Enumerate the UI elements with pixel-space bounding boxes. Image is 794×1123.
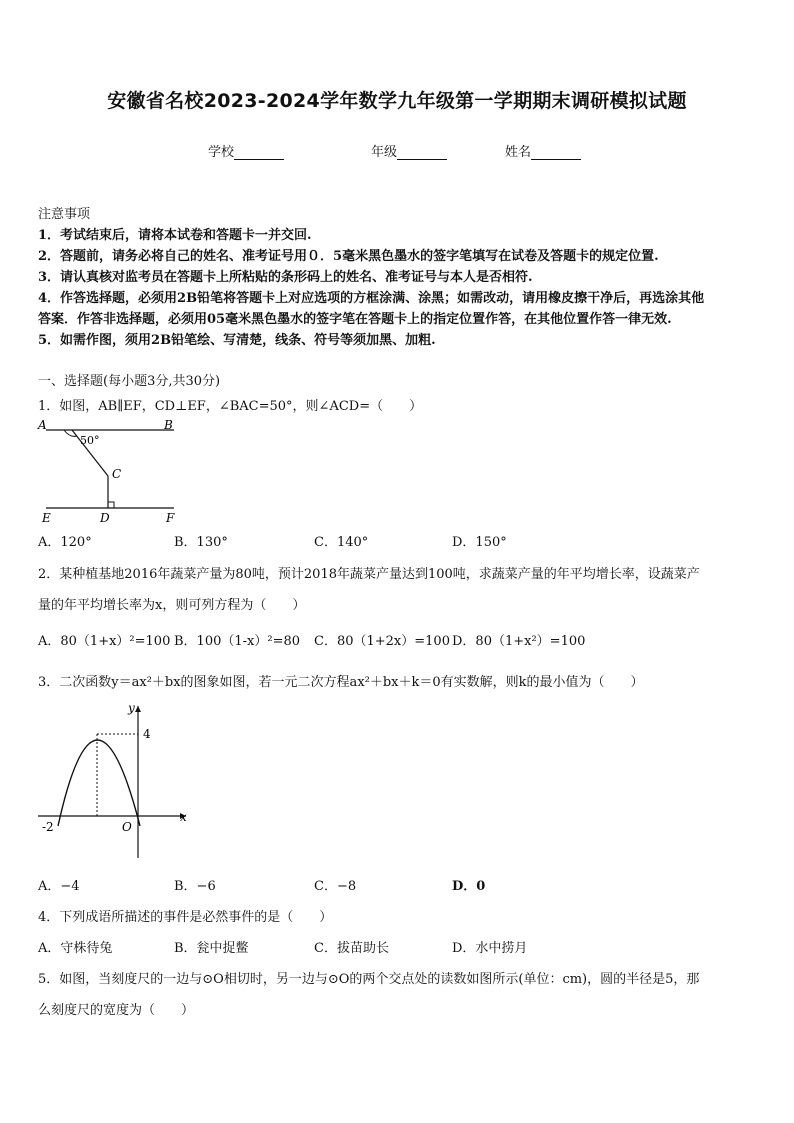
notice-heading: 注意事项	[38, 207, 91, 222]
q2-option-d[interactable]: D．80（1+x²）=100	[452, 634, 586, 649]
name-blank[interactable]	[531, 145, 581, 160]
notice-item-4: 4．作答选择题，必须用2B铅笔将答题卡上对应选项的方框涂满、涂黑；如需改动，请用橡皮擦干净后，再选涂其他	[38, 291, 705, 306]
q2-option-a[interactable]: A．80（1+x）²=100	[38, 634, 171, 649]
point-f-label: F	[166, 511, 175, 525]
point-a-label: A	[38, 418, 47, 432]
grade-blank[interactable]	[397, 145, 447, 160]
notice-item-5: 5．如需作图，须用2B铅笔绘、写清楚，线条、符号等须加黑、加粗.	[38, 333, 436, 348]
point-d-label: D	[100, 511, 110, 525]
school-blank[interactable]	[234, 145, 284, 160]
q2-stem-line1: 2．某种植基地2016年蔬菜产量为80吨，预计2018年蔬菜产量达到100吨，求蔬菜产量的年平均增长率，设蔬菜产	[38, 567, 700, 582]
q2-stem-line2: 量的年平均增长率为x，则可列方程为（ ）	[38, 598, 306, 613]
q4-stem: 4．下列成语所描述的事件是必然事件的是（ ）	[38, 910, 333, 925]
notice-item-3: 3．请认真核对监考员在答题卡上所粘贴的条形码上的姓名、准考证号与本人是否相符.	[38, 270, 533, 285]
q3-option-a[interactable]: A．−4	[38, 879, 80, 894]
x-axis-label: x	[180, 810, 187, 824]
q3-option-d[interactable]: D．0	[452, 879, 486, 894]
point-c-label: C	[112, 467, 122, 481]
q4-option-b[interactable]: B．瓮中捉鳖	[174, 941, 249, 956]
name-field[interactable]	[505, 141, 581, 160]
q1-figure	[36, 414, 186, 526]
q3-option-c[interactable]: C．−8	[314, 879, 357, 894]
q1-option-a[interactable]: A．120°	[38, 535, 92, 550]
q1-stem: 1．如图，AB∥EF，CD⊥EF，∠BAC=50°，则∠ACD=（ ）	[38, 399, 423, 414]
y-axis-arrow	[135, 706, 141, 712]
name-label: 姓名	[505, 145, 532, 160]
angle-label: 50°	[80, 434, 100, 447]
y-max-label: 4	[143, 727, 151, 741]
q2-option-b[interactable]: B．100（1-x）²=80	[174, 634, 301, 649]
school-label: 学校	[208, 145, 235, 160]
school-field[interactable]	[208, 141, 284, 160]
q4-option-c[interactable]: C．拔苗助长	[314, 941, 389, 956]
q3-option-b[interactable]: B．−6	[174, 879, 216, 894]
page-title: 安徽省名校2023-2024学年数学九年级第一学期期末调研模拟试题	[107, 90, 687, 112]
q1-option-d[interactable]: D．150°	[452, 535, 507, 550]
parabola	[58, 740, 140, 826]
q4-option-a[interactable]: A．守株待兔	[38, 941, 113, 956]
q2-option-c[interactable]: C．80（1+2x）=100	[314, 634, 450, 649]
origin-label: O	[122, 820, 132, 834]
q1-option-b[interactable]: B．130°	[174, 535, 228, 550]
point-b-label: B	[164, 418, 173, 432]
q1-option-c[interactable]: C．140°	[314, 535, 369, 550]
section-heading: 一、选择题(每小题3分,共30分)	[38, 374, 221, 389]
y-axis-label: y	[128, 701, 135, 715]
point-e-label: E	[42, 511, 51, 525]
notice-item-2: 2．答题前，请务必将自己的姓名、准考证号用０．5毫米黑色墨水的签字笔填写在试卷及答题卡的规定位置.	[38, 249, 659, 264]
q3-stem: 3．二次函数y＝ax²＋bx的图象如图，若一元二次方程ax²＋bx＋k＝0有实数解，则k的最小值为（ ）	[38, 675, 644, 690]
x-min-label: -2	[42, 820, 54, 834]
q5-stem-line2: 么刻度尺的宽度为（ ）	[38, 1003, 195, 1018]
q5-stem-line1: 5．如图，当刻度尺的一边与⊙O相切时，另一边与⊙O的两个交点处的读数如图所示(单位：cm)，圆的半径是5，那	[38, 972, 700, 987]
q3-figure	[36, 698, 196, 862]
notice-item-1: 1．考试结束后，请将本试卷和答题卡一并交回.	[38, 228, 312, 243]
grade-field[interactable]	[371, 141, 447, 160]
q4-option-d[interactable]: D．水中捞月	[452, 941, 528, 956]
right-angle-mark	[108, 502, 114, 508]
notice-item-4-cont: 答案．作答非选择题，必须用05毫米黑色墨水的签字笔在答题卡上的指定位置作答，在其他位置作答一律无效.	[38, 312, 672, 327]
grade-label: 年级	[371, 145, 398, 160]
